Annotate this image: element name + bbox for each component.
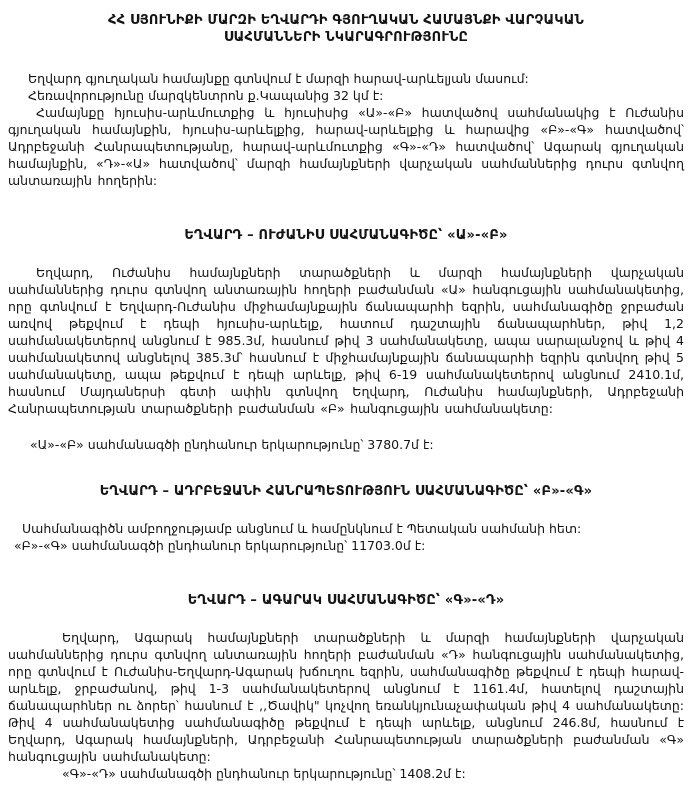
intro-borders-text: Համայնքը հյուսիս-արևմուտքից և հյուսիսից «Ա»-«Բ» հատվածով սահմանակից է Ուժանիս գյուղական համայնքին, հյուսիս-արևելքից, հարավ-արևելքից և հարավից «Բ»-«Գ» հատվածով՝ Ադրբեջանի Հանրապետությանը, հարավ-արևմուտքից «Գ»-«Դ» հատվածով՝ Ագարակ գյուղական համայնքին, «Դ»-«Ա» հատվածով՝ մարզի համայնքների վարչական սահմաններից դուրս գտնվող անտառային հողերին: [8,105,684,188]
title-line-2: ՍԱՀՄԱՆՆԵՐԻ ՆԿԱՐԱԳՐՈՒԹՅՈՒՆԸ [223,30,469,45]
intro-distance-text: Հեռավորությունը մարզկենտրոն ք.Կապանից 32 կմ է: [28,88,384,103]
intro-location-text: Եղվարդ գյուղական համայնքը գտնվում է մարզի հարավ-արևելյան մասում: [28,71,529,86]
section-body-yeghvard-azerbaijan: Սահմանագիծն ամբողջությամբ անցնում և համընկնում է Պետական սահմանի հետ: [22,521,582,536]
title-line-1: ՀՀ ՍՅՈՒՆԻՔԻ ՄԱՐԶԻ ԵՂՎԱՐԴԻ ԳՅՈՒՂԱԿԱՆ ՀԱՄԱՅՆՔԻ ՎԱՐՉԱԿԱՆ [108,13,584,28]
section-length-yeghvard-uzhanis: «Ա»-«Բ» սահմանագծի ընդհանուր երկարությունը՝ 3780.7մ է: [30,437,434,452]
section-length-yeghvard-agarak: «Գ»-«Դ» սահմանագծի ընդհանուր երկարությունը՝ 1408.2մ է: [62,766,466,781]
section-body-yeghvard-agarak: Եղվարդ, Ագարակ համայնքների տարածքների և մարզի համայնքների վարչական սահմաններից դուրս գտնվող անտառային հողերի բաժանման «Դ» հանգուցային սահմանակետից, որը գտնվում է Ուժանիս-Եղվարդ-Ագարակ խճուղու եզրին, սահմանագիծը թեքվում է դեպի հարավ-արևելք, ջրբաժանով, թիվ 1-3 սահմանակետերով անցնում է 1161.4մ, հատելով դաշտային ճանապարհներ ու ձորեր՝ հասնում է ,,Ծավիկ" կոչվող եռանկյունաչափական թիվ 4 սահմանակետը: Թիվ 4 սահմանակետից սահմանագիծը թեքվում է դեպի արևելք, անցնում 246.8մ, հասնում է Եղվարդ, Ագարակ համայնքների, Ադրբեջանի Հանրապետության տարածքների բաժանման «Գ» հանգուցային սահմանակետը: [8,630,684,764]
section-heading-yeghvard-azerbaijan: ԵՂՎԱՐԴ – ԱԴՐԲԵՋԱՆԻ ՀԱՆՐԱՊԵՏՈՒԹՅՈՒՆ ՍԱՀՄԱՆԱԳԻԾԸ՝ «Բ»-«Գ» [99,484,593,499]
section-length-yeghvard-azerbaijan: «Բ»-«Գ» սահմանագծի ընդհանուր երկարությունը՝ 11703.0մ է: [14,538,426,553]
section-heading-yeghvard-agarak: ԵՂՎԱՐԴ – ԱԳԱՐԱԿ ՍԱՀՄԱՆԱԳԻԾԸ՝ «Գ»-«Դ» [187,593,505,608]
intro-block [8,70,684,189]
document-title [8,12,684,46]
section-body-yeghvard-uzhanis: Եղվարդ, Ուժանիս համայնքների տարածքների և մարզի համայնքների վարչական սահմաններից դուրս գտնվող անտառային հողերի բաժանման «Ա» հանգուցային սահմանակետից, որը գտնվում է Եղվարդ-Ուժանիս միջհամայնքային ճանապարհի եզրին, սահմանագիծը ջրբաժան առվով թեքվում է դեպի հյուսիս-արևելք, հատում դաշտային ճանապարհներ, թիվ 1,2 սահմանակետերով անցնում է 985.3մ, հասնում թիվ 3 սահմանակետը, ապա սարալանջով և թիվ 4 սահմանակետով անցնելով 385.3մ՝ հասնում է միջհամայնքային ճանապարհի եզրին գտնվող թիվ 5 սահմանակետը, ապա թեքվում է դեպի արևելք, թիվ 6-19 սահմանակետերով անցնում 2410.1մ, հասնում Մայդաներսի գետի ափին գտնվող Եղվարդ, Ուժանիս համայնքների, Ադրբեջանի Հանրապետության տարածքների բաժանման «Բ» հանգուցային սահմանակետը: [8,265,684,416]
section-heading-yeghvard-uzhanis: ԵՂՎԱՐԴ – ՈՒԺԱՆԻՍ ՍԱՀՄԱՆԱԳԻԾԸ՝ «Ա»-«Բ» [184,228,508,243]
